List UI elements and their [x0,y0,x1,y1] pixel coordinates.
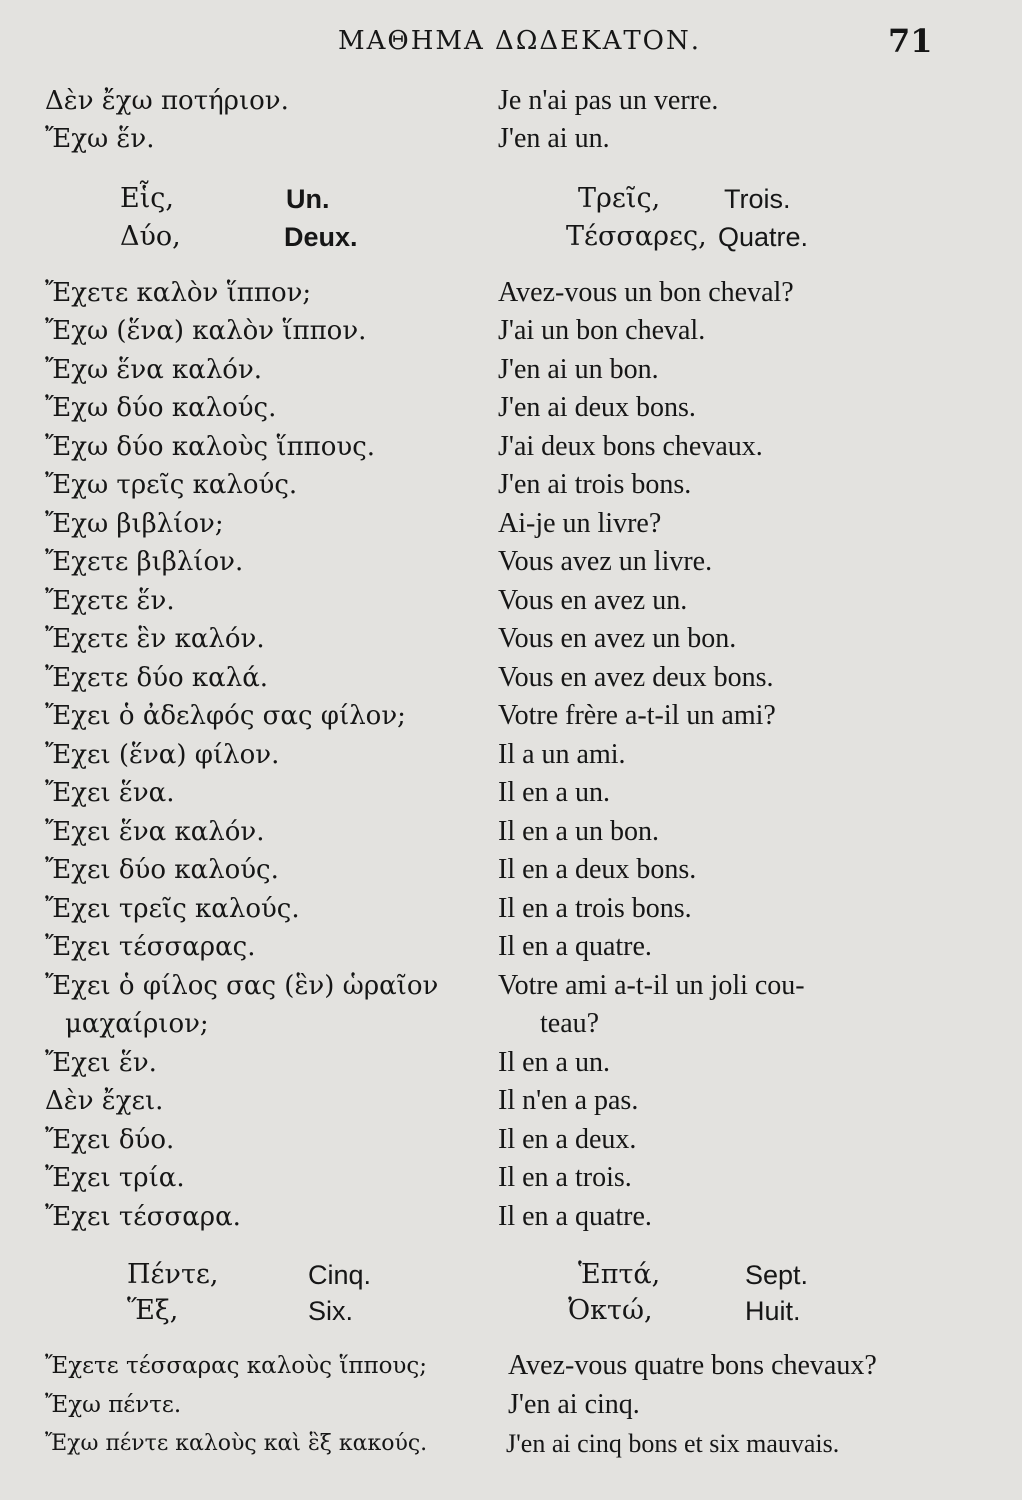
number-greek: Πέντε, [127,1259,219,1290]
greek-line: Ἔχει ἕν. [45,1048,157,1078]
french-line: Je n'ai pas un verre. [498,85,719,116]
french-line: Il a un ami. [498,739,626,770]
greek-line: Ἔχει τρεῖς καλούς. [45,894,300,924]
greek-line: Ἔχει τέσσαρα. [45,1202,241,1232]
greek-line: Ἔχει ὁ ἀδελφός σας φίλον; [45,701,406,731]
greek-line: Ἔχετε τέσσαρας καλοὺς ἵππους; [45,1353,428,1379]
greek-line: Ἔχω βιβλίον; [45,509,224,539]
french-line: Avez-vous un bon cheval? [498,277,794,308]
french-line: Il en a quatre. [498,931,652,962]
number-greek: Τέσσαρες, [566,221,707,252]
greek-line: Ἔχω πέντε. [45,1392,182,1418]
french-line: Ai-je un livre? [498,508,662,539]
greek-line: Ἔχετε καλὸν ἵππον; [45,278,312,308]
greek-line: Ἔχει ἕνα. [45,778,175,808]
french-line: Il en a un. [498,777,610,808]
greek-line: Ἔχω ἕν. [45,124,155,154]
french-line: Vous en avez un bon. [498,623,737,654]
greek-line: Ἔχω (ἕνα) καλὸν ἵππον. [45,316,367,346]
greek-line: Ἔχει δύο. [45,1125,175,1155]
greek-line: Ἔχω δύο καλούς. [45,393,277,423]
french-line: Il en a trois. [498,1162,632,1193]
greek-line: Ἔχει δύο καλούς. [45,855,279,885]
greek-line: Ἔχετε ἕν. [45,586,175,616]
french-line: J'en ai cinq bons et six mauvais. [506,1429,840,1458]
number-french: Trois. [724,184,791,214]
number-french: Huit. [745,1296,801,1326]
greek-line: Ἔχει ὁ φίλος σας (ἓν) ὡραῖον [45,971,439,1001]
page-title: ΜΑΘΗΜΑ ΔΩΔΕΚΑΤΟΝ. [338,26,702,56]
french-line: Il en a trois bons. [498,893,692,924]
greek-line: Ἔχετε δύο καλά. [45,663,269,693]
page-number: 71 [888,22,933,60]
french-line: J'ai deux bons chevaux. [498,431,763,462]
french-line: J'ai un bon cheval. [498,315,706,346]
french-line: Il en a deux. [498,1124,637,1155]
greek-line: Ἔχω τρεῖς καλούς. [45,470,298,500]
greek-line: Ἔχω δύο καλοὺς ἵππους. [45,432,376,462]
number-greek: Ἑπτά, [578,1259,661,1290]
number-french: Six. [308,1296,354,1326]
greek-line: Δὲν ἔχει. [45,1086,164,1116]
greek-line: Ἔχω ἕνα καλόν. [45,355,263,385]
greek-line: Ἔχω πέντε καλοὺς καὶ ἓξ κακούς. [45,1431,428,1456]
french-line: Vous en avez un. [498,585,688,616]
number-french: Deux. [284,222,358,252]
number-french: Quatre. [718,222,809,252]
french-line: Il en a deux bons. [498,854,697,885]
french-line: Il n'en a pas. [498,1085,639,1116]
number-french: Un. [286,184,330,214]
greek-line: Ἔχει τέσσαρας. [45,932,256,962]
greek-line: Δὲν ἔχω ποτήριον. [45,86,289,116]
number-greek: Ἕξ, [127,1295,179,1326]
number-greek: Εἷς, [120,183,174,214]
french-line: J'en ai un. [498,123,610,154]
number-french: Cinq. [308,1260,372,1290]
number-greek: Δύο, [120,221,181,252]
french-line: Votre ami a-t-il un joli cou- [498,970,805,1001]
french-line: J'en ai deux bons. [498,392,696,423]
french-line: J'en ai cinq. [508,1389,640,1420]
french-line: Vous avez un livre. [498,546,713,577]
greek-line-continued: μαχαίριον; [65,1009,209,1039]
french-line: Avez-vous quatre bons chevaux? [508,1350,877,1381]
greek-line: Ἔχει (ἕνα) φίλον. [45,740,280,770]
greek-line: Ἔχει τρία. [45,1163,185,1193]
french-line: Votre frère a-t-il un ami? [498,700,776,731]
french-line: Vous en avez deux bons. [498,662,774,693]
number-french: Sept. [745,1260,809,1290]
number-greek: Τρεῖς, [578,183,661,214]
french-line: Il en a un. [498,1047,610,1078]
greek-line: Ἔχετε βιβλίον. [45,547,244,577]
french-line-continued: teau? [540,1008,600,1039]
greek-line: Ἔχει ἕνα καλόν. [45,817,265,847]
french-line: J'en ai un bon. [498,354,659,385]
french-line: J'en ai trois bons. [498,469,692,500]
french-line: Il en a un bon. [498,816,659,847]
number-greek: Ὀκτώ, [568,1295,653,1326]
french-line: Il en a quatre. [498,1201,652,1232]
greek-line: Ἔχετε ἓν καλόν. [45,624,265,654]
